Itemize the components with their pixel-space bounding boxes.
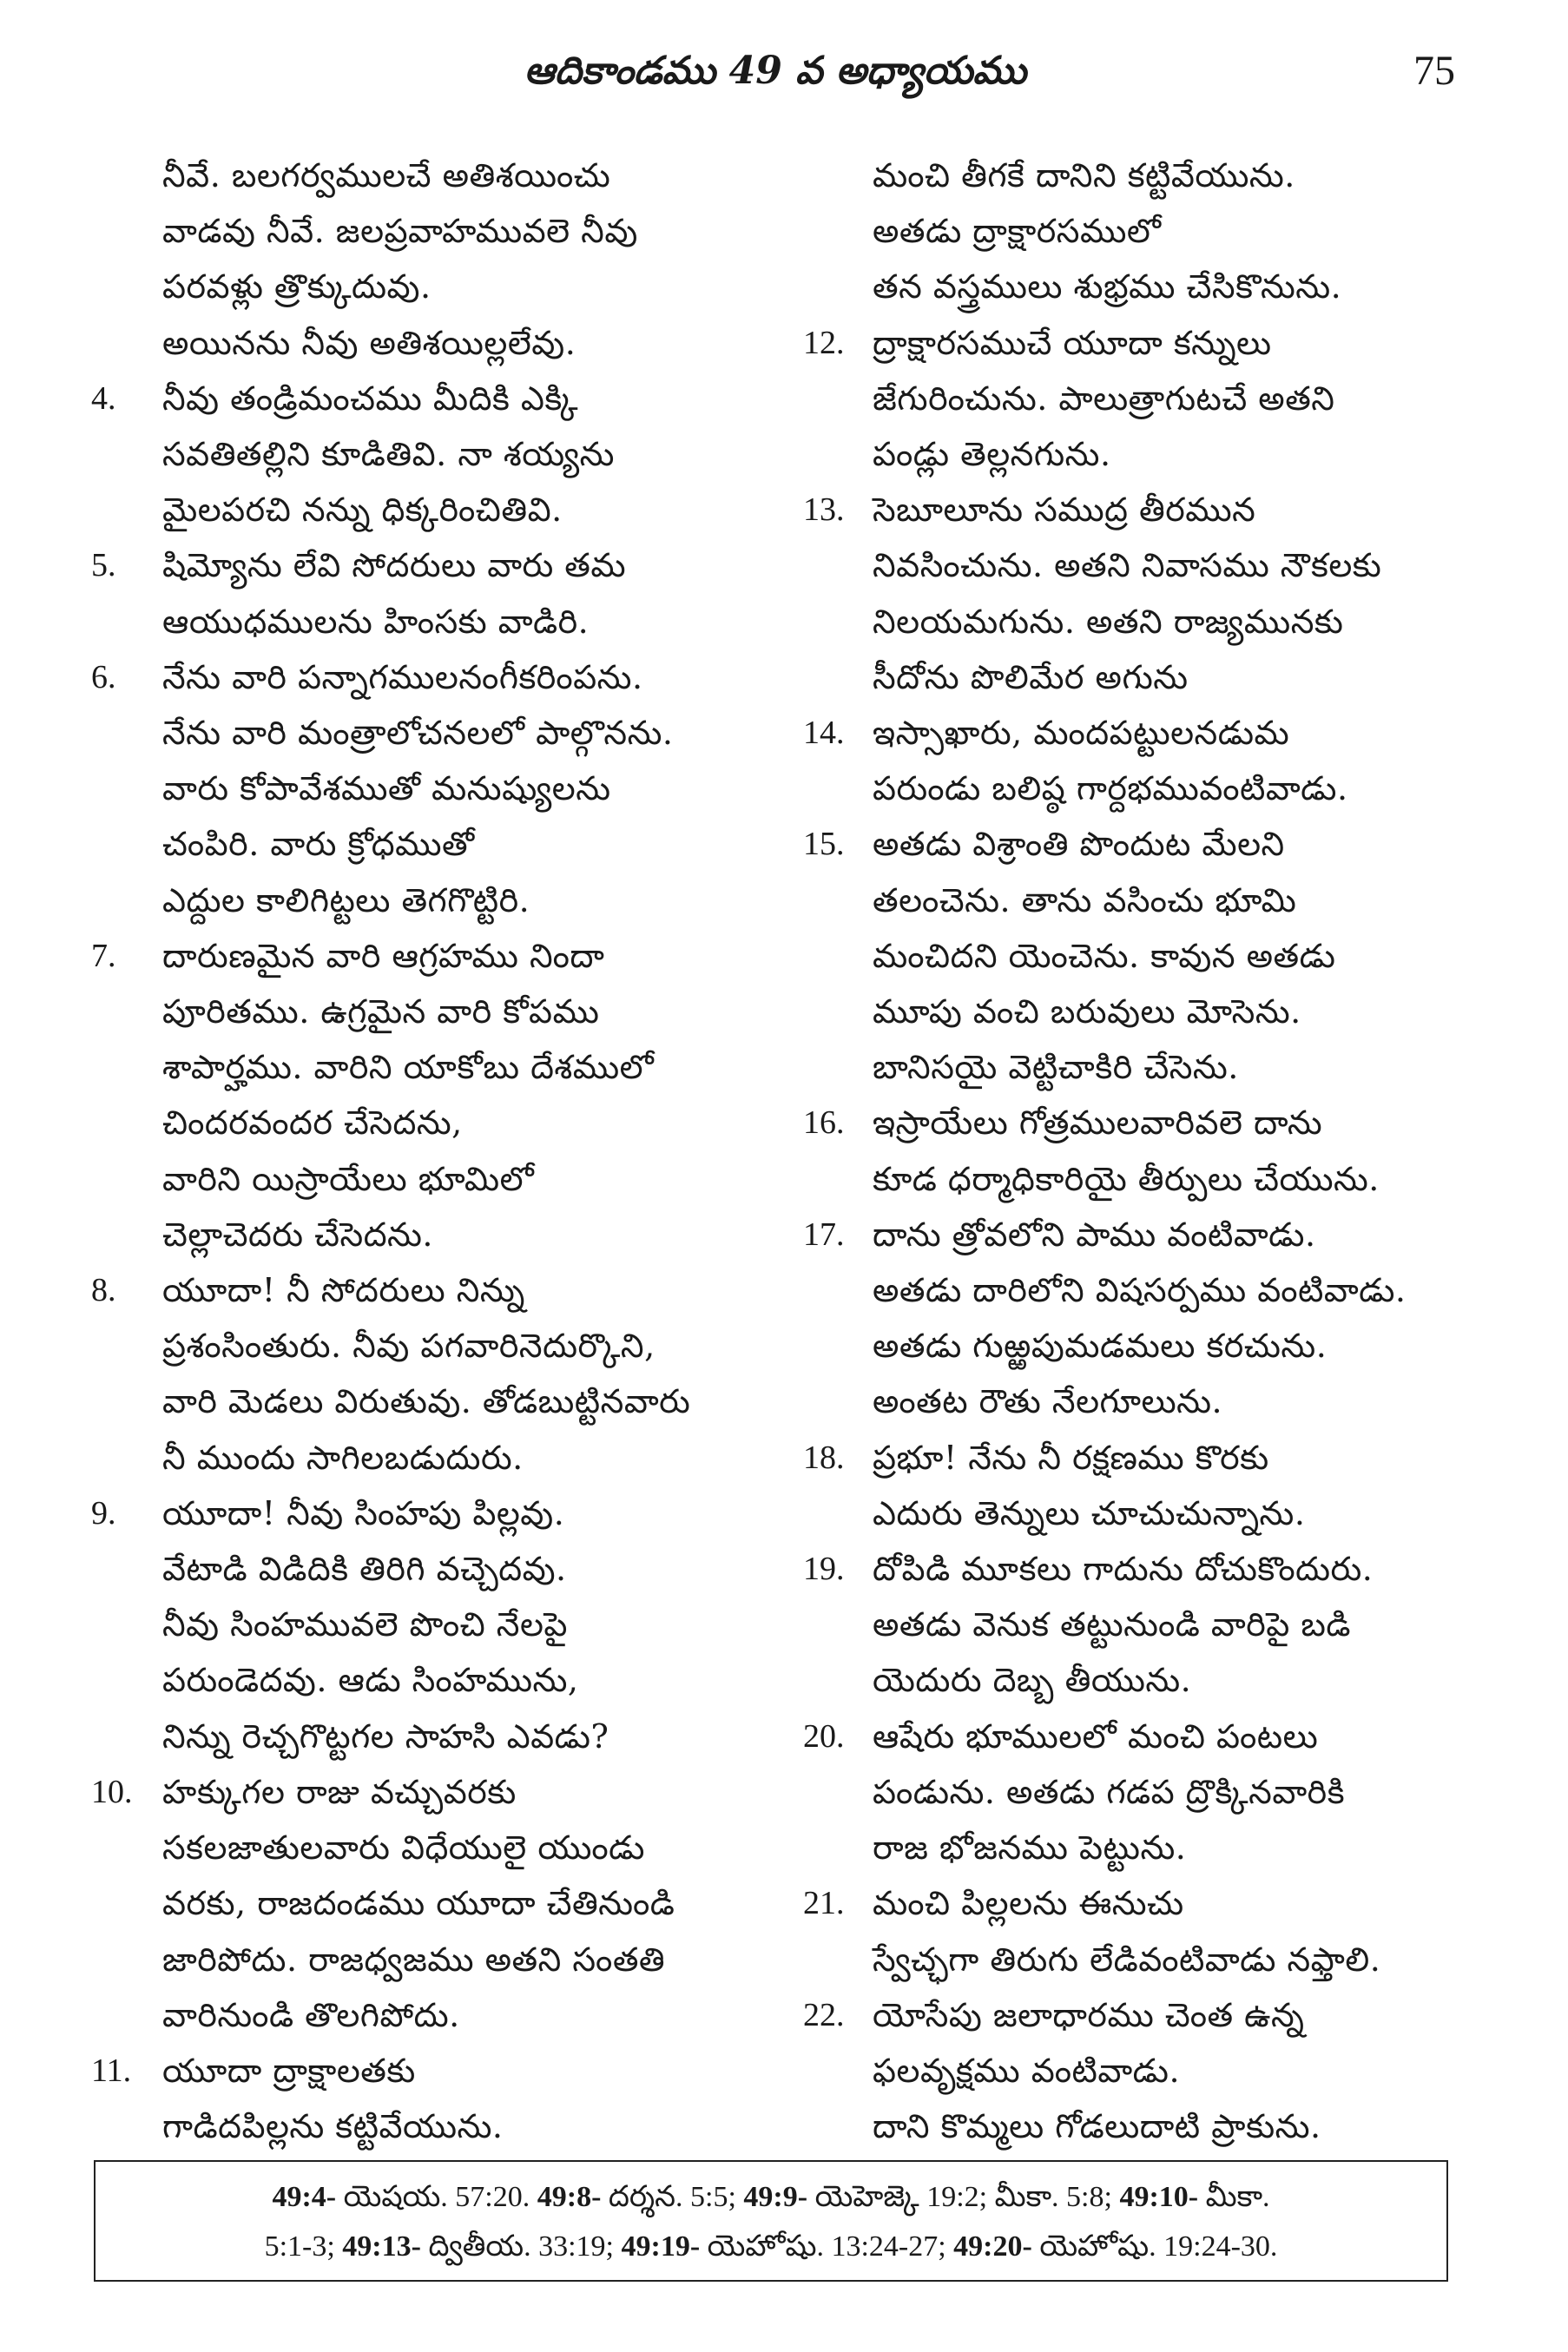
- cross-reference-text: ద్వితీయ. 33:19;: [420, 2230, 622, 2263]
- verse-number: 11.: [91, 2052, 132, 2089]
- verse-line: నీవే. బలగర్వములచే అతిశయించు: [162, 156, 611, 194]
- verse-line: చెల్లాచెదరు చేసెదను.: [162, 1215, 433, 1254]
- verse-line: కూడ ధర్మాధికారియై తీర్పులు చేయును.: [873, 1159, 1380, 1198]
- verse-line: ద్రాక్షారసముచే యూదా కన్నులు: [873, 323, 1272, 362]
- verse-line: బానిసయై వెట్టిచాకిరి చేసెను.: [873, 1048, 1239, 1087]
- right-column: [803, 148, 1472, 2154]
- verse: [91, 2043, 768, 2154]
- verse-number: 10.: [91, 1773, 133, 1810]
- verse-line: నీ ముందు సాగిలబడుదురు.: [162, 1438, 524, 1477]
- verse-line: చంపిరి. వారు క్రోధముతో: [162, 825, 475, 864]
- verse-number: 8.: [91, 1272, 116, 1309]
- verse-line: దాని కొమ్మలు గోడలుదాటి ప్రాకును.: [873, 2107, 1321, 2146]
- left-column: [91, 148, 768, 2154]
- verse-line: అతడు దారిలోని విషసర్పము వంటివాడు.: [873, 1271, 1407, 1310]
- verse: [803, 482, 1472, 705]
- verse-line: అంతట రౌతు నేలగూలును.: [873, 1382, 1223, 1421]
- verse: [803, 1095, 1472, 1206]
- verse-number: 16.: [803, 1104, 845, 1142]
- verse-line: ప్రశంసింతురు. నీవు పగవారినెదుర్కొని,: [162, 1327, 656, 1366]
- cross-reference-verse: 49:10-: [1119, 2181, 1199, 2213]
- verse-text: [873, 1430, 1472, 1541]
- verse-number: 7.: [91, 937, 116, 974]
- verse-line: ప్రభూ! నేను నీ రక్షణము కొరకు: [873, 1438, 1269, 1477]
- verse: [803, 148, 1472, 315]
- verse-text: [873, 1875, 1472, 1986]
- verse: [803, 1541, 1472, 1709]
- verse-number: 18.: [803, 1439, 845, 1476]
- verse-line: సకలజాతులవారు విధేయులై యుండు: [162, 1828, 645, 1868]
- verse: [803, 705, 1472, 816]
- verse-line: యూదా! నీవు సింహపు పిల్లవు.: [162, 1493, 565, 1532]
- page-header: [96, 36, 1455, 106]
- verse-text: [162, 148, 768, 371]
- cross-reference-text: యెహెజ్కె 19:2; మీకా. 5:8;: [807, 2181, 1120, 2213]
- verse-text: [162, 649, 768, 928]
- footnote-line: [130, 2172, 1412, 2222]
- verse: [803, 1709, 1472, 1876]
- cross-reference-text: మీకా.: [1198, 2181, 1270, 2213]
- verse-line: యోసేపు జలాధారము చెంత ఉన్న: [873, 1995, 1305, 2034]
- verse-line: ఫలవృక్షము వంటివాడు.: [873, 2051, 1181, 2090]
- verse-line: నేను వారి పన్నాగములనంగీకరింపను.: [162, 657, 643, 696]
- verse-line: సెబూలూను సముద్ర తీరమున: [873, 491, 1256, 530]
- verse-text: [873, 315, 1472, 483]
- verse-line: దాను త్రోవలోని పాము వంటివాడు.: [873, 1215, 1316, 1254]
- verse-number: 9.: [91, 1494, 116, 1532]
- verse-line: ఇస్రాయేలు గోత్రములవారివలె దాను: [873, 1104, 1323, 1143]
- chapter-title: ఆదికాండము 49 వ అధ్యాయము: [524, 49, 1027, 93]
- verse-text: [873, 1709, 1472, 1876]
- verse-text: [162, 928, 768, 1262]
- verse-number: 19.: [803, 1551, 845, 1588]
- verse-line: నీవు తండ్రిమంచము మీదికి ఎక్కి: [162, 379, 579, 418]
- verse-text: [162, 537, 768, 649]
- verse-line: ఆయుధములను హింసకు వాడిరి.: [162, 602, 590, 641]
- verse-text: [873, 1987, 1472, 2155]
- cross-reference-verse: 49:9-: [743, 2181, 808, 2213]
- verse-line: తన వస్త్రములు శుభ్రము చేసికొనును.: [873, 267, 1342, 306]
- cross-reference-verse: 49:8-: [537, 2181, 602, 2213]
- verse-line: చిందరవందర చేసెదను,: [162, 1104, 463, 1143]
- verse: [91, 649, 768, 928]
- verse: [91, 928, 768, 1262]
- verse: [803, 1987, 1472, 2155]
- verse-line: పరుండు బలిష్ఠ గార్దభమువంటివాడు.: [873, 769, 1348, 808]
- verse: [803, 1207, 1472, 1430]
- verse-line: అయినను నీవు అతిశయిల్లలేవు.: [162, 323, 576, 362]
- verse-text: [873, 1541, 1472, 1709]
- verse-line: నిలయమగును. అతని రాజ్యమునకు: [873, 602, 1344, 641]
- verse-line: షిమ్యోను లేవి సోదరులు వారు తమ: [162, 546, 627, 585]
- verse-line: అతడు గుఱ్ఱపుమడమలు కరచును.: [873, 1327, 1328, 1366]
- verse-number: 21.: [803, 1885, 845, 1922]
- verse-line: రాజ భోజనము పెట్టును.: [873, 1828, 1187, 1868]
- verse-line: ఇస్సాఖారు, మందపట్టులనడుమ: [873, 714, 1290, 753]
- verse-line: స్వేచ్ఛగా తిరుగు లేడివంటివాడు నఫ్తాలి.: [873, 1940, 1381, 1979]
- verse-line: జారిపోదు. రాజధ్వజము అతని సంతతి: [162, 1940, 666, 1979]
- cross-reference-verse: 49:20-: [953, 2230, 1032, 2263]
- verse-line: దోపిడి మూకలు గాదును దోచుకొందురు.: [873, 1550, 1374, 1589]
- verse-text: [873, 1207, 1472, 1430]
- verse-line: సీదోను పొలిమేర అగును: [873, 657, 1189, 696]
- verse-line: ఆషేరు భూములలో మంచి పంటలు: [873, 1716, 1319, 1756]
- verse-text: [873, 705, 1472, 816]
- verse-line: వారు కోపావేశముతో మనుష్యులను: [162, 769, 611, 808]
- verse-text: [873, 816, 1472, 1095]
- verse-line: వేటాడి విడిదికి తిరిగి వచ్చెదవు.: [162, 1550, 567, 1589]
- verse: [91, 537, 768, 649]
- verse-number: 14.: [803, 715, 845, 752]
- verse-line: మంచి తీగకే దానిని కట్టివేయును.: [873, 156, 1295, 194]
- verse-line: దారుణమైన వారి ఆగ్రహము నిందా: [162, 936, 605, 975]
- cross-reference-box: [94, 2160, 1448, 2282]
- cross-reference-text: 5:1-3;: [264, 2230, 343, 2263]
- footnote-line: [130, 2222, 1412, 2271]
- verse-line: గాడిదపిల్లను కట్టివేయును.: [162, 2107, 504, 2146]
- verse-line: యూదా! నీ సోదరులు నిన్ను: [162, 1271, 525, 1310]
- verse-line: నివసించును. అతని నివాసము నౌకలకు: [873, 546, 1382, 585]
- cross-reference-verse: 49:13-: [342, 2230, 421, 2263]
- verse-number: 12.: [803, 324, 845, 361]
- verse-text: [162, 1262, 768, 1486]
- verse-line: యూదా ద్రాక్షాలతకు: [162, 2051, 416, 2090]
- verse: [91, 371, 768, 538]
- verse-line: ఎదురు తెన్నులు చూచుచున్నాను.: [873, 1493, 1306, 1532]
- verse-text: [162, 371, 768, 538]
- verse-text: [873, 148, 1472, 315]
- verse: [803, 1875, 1472, 1986]
- verse-line: వారినుండి తొలగిపోదు.: [162, 1995, 460, 2034]
- verse-line: శాపార్హము. వారిని యాకోబు దేశములో: [162, 1048, 655, 1087]
- verse-line: మూపు వంచి బరువులు మోసెను.: [873, 992, 1301, 1031]
- verse-line: మైలపరచి నన్ను ధిక్కరించితివి.: [162, 491, 563, 530]
- verse-line: నిన్ను రెచ్చగొట్టగల సాహసి ఎవడు?: [162, 1716, 609, 1756]
- verse-line: నేను వారి మంత్రాలోచనలలో పాల్గొనను.: [162, 714, 674, 753]
- verse-number: 17.: [803, 1216, 845, 1253]
- cross-reference-text: యెషయ. 57:20.: [336, 2181, 537, 2213]
- verse-line: సవతితల్లిని కూడితివి. నా శయ్యను: [162, 435, 615, 474]
- verse-line: వారి మెడలు విరుతువు. తోడబుట్టినవారు: [162, 1382, 691, 1421]
- verse-line: పండ్లు తెల్లనగును.: [873, 435, 1111, 474]
- verse-line: పరుండెదవు. ఆడు సింహమును,: [162, 1661, 579, 1700]
- verse-line: వాడవు నీవే. జలప్రవాహమువలె నీవు: [162, 212, 638, 251]
- verse-line: తలంచెను. తాను వసించు భూమి: [873, 880, 1297, 919]
- verse-text: [162, 2043, 768, 2154]
- verse-line: వరకు, రాజదండము యూదా చేతినుండి: [162, 1884, 675, 1923]
- verse: [803, 816, 1472, 1095]
- verse-line: అతడు వెనుక తట్టునుండి వారిపై బడి: [873, 1605, 1351, 1644]
- verse-line: పండును. అతడు గడప ద్రొక్కినవారికి: [873, 1772, 1346, 1811]
- verse-line: వారిని యిస్రాయేలు భూమిలో: [162, 1159, 535, 1198]
- verse-number: 20.: [803, 1717, 845, 1755]
- verse: [91, 148, 768, 371]
- verse-line: మంచిదని యెంచెను. కావున అతడు: [873, 936, 1336, 975]
- verse-text: [873, 1095, 1472, 1206]
- verse-line: పూరితము. ఉగ్రమైన వారి కోపము: [162, 992, 600, 1031]
- verse-number: 6.: [91, 658, 116, 695]
- verse: [803, 1430, 1472, 1541]
- verse: [91, 1486, 768, 1764]
- verse-text: [162, 1764, 768, 2043]
- cross-reference-text: దర్శన. 5:5;: [601, 2181, 744, 2213]
- verse-number: 13.: [803, 491, 845, 529]
- verse-number: 15.: [803, 826, 845, 863]
- verse-line: నీవు సింహమువలె పొంచి నేలపై: [162, 1605, 568, 1644]
- verse-line: అతడు విశ్రాంతి పొందుట మేలని: [873, 825, 1285, 864]
- verse-line: మంచి పిల్లలను ఈనుచు: [873, 1884, 1184, 1923]
- cross-reference-verse: 49:4-: [272, 2181, 337, 2213]
- page-number: 75: [1413, 48, 1455, 94]
- verse: [91, 1764, 768, 2043]
- cross-reference-text: యెహోషు. 19:24-30.: [1031, 2230, 1278, 2263]
- verse: [91, 1262, 768, 1486]
- verse-line: యెదురు దెబ్బ తీయును.: [873, 1661, 1192, 1700]
- verse-number: 4.: [91, 379, 116, 417]
- cross-reference-verse: 49:19-: [621, 2230, 701, 2263]
- verse-number: 22.: [803, 1996, 845, 2033]
- cross-reference-text: యెహోషు. 13:24-27;: [700, 2230, 954, 2263]
- verse-line: ఎద్దుల కాలిగిట్టలు తెగగొట్టిరి.: [162, 880, 530, 919]
- verse-text: [873, 482, 1472, 705]
- verse-number: 5.: [91, 547, 116, 584]
- verse-line: పరవళ్లు త్రొక్కుదువు.: [162, 267, 432, 306]
- verse-line: జేగురించును. పాలుత్రాగుటచే అతని: [873, 379, 1335, 418]
- verse-line: హక్కుగల రాజు వచ్చువరకు: [162, 1772, 517, 1811]
- verse: [803, 315, 1472, 483]
- verse-line: అతడు ద్రాక్షారసములో: [873, 212, 1162, 251]
- verse-text: [162, 1486, 768, 1764]
